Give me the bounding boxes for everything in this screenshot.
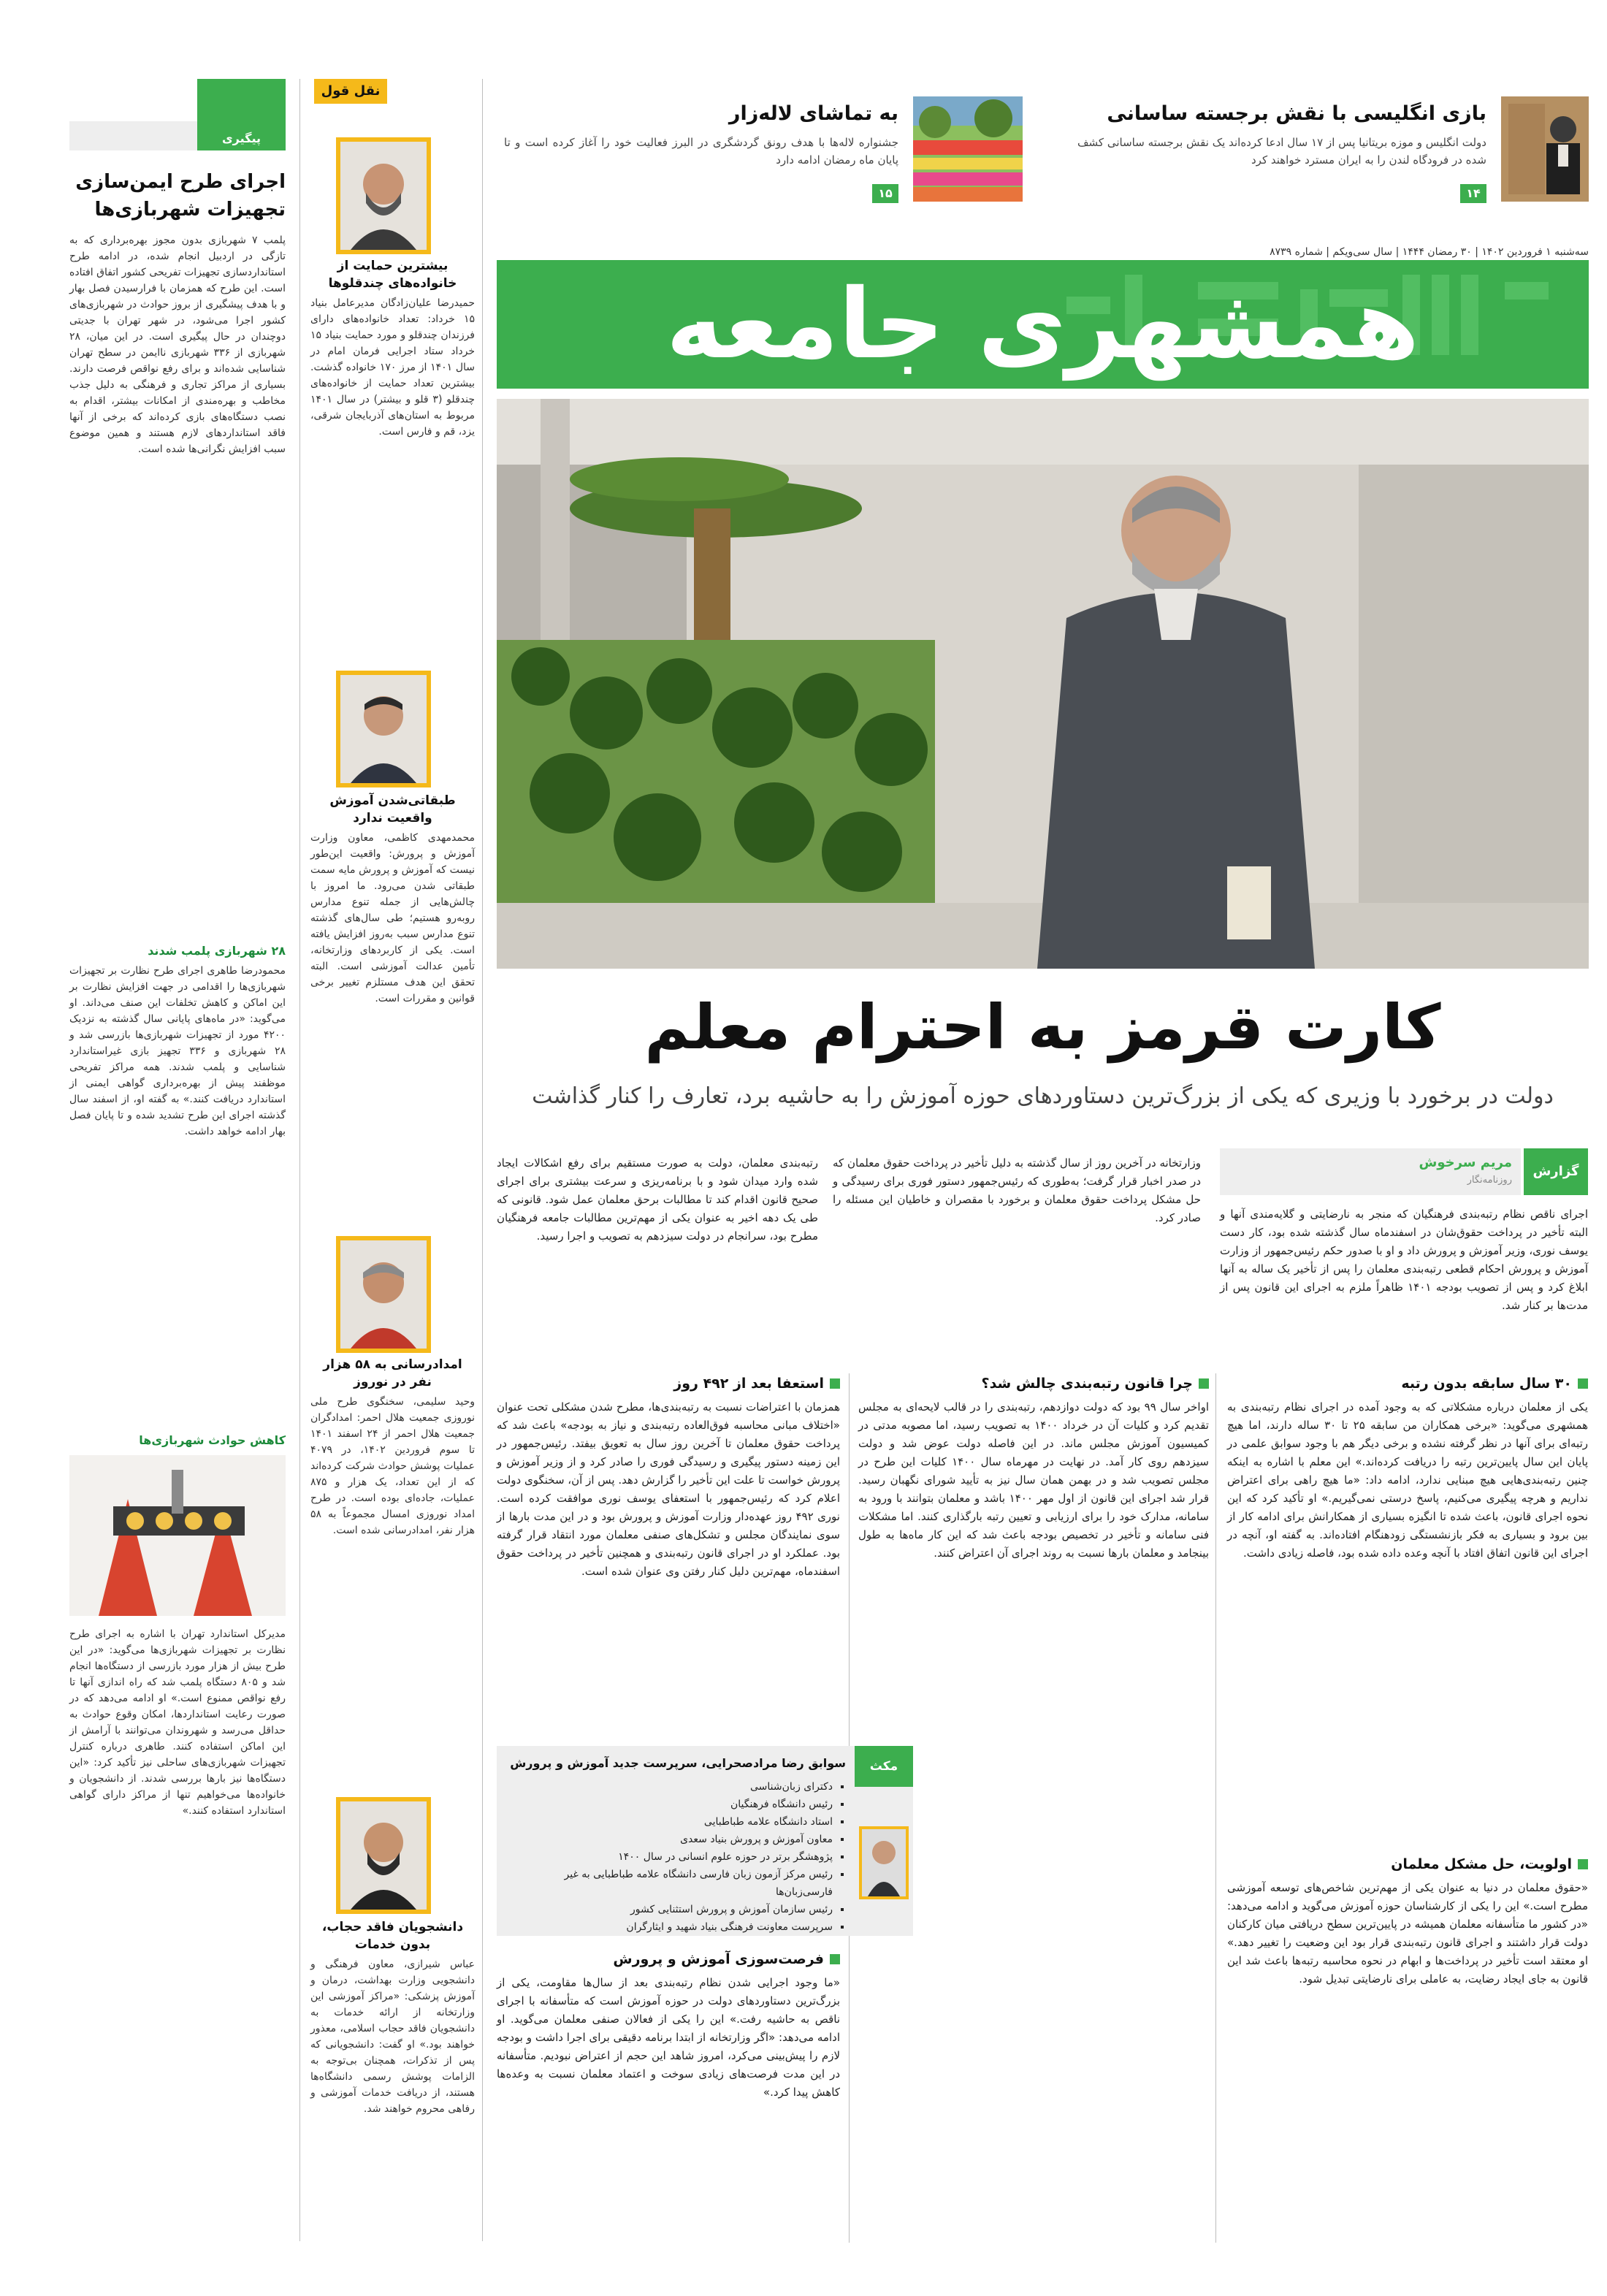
hero-photo [497, 399, 1589, 969]
followup-label: پیگیری [197, 79, 286, 150]
quote-body: حمیدرضا علیان‌زادگان مدیرعامل بنیاد ۱۵ خرداد: تعداد خانواده‌های دارای فرزندان چندقلو و مورد حمایت بنیاد ۱۵ خرداد ستاد اجرایی فرمان امام در سال ۱۴۰۱ از مرز ۱۷۰ خانواده گذشت. بیشترین تعداد حمایت از خانواده‌های چندقلو (۳ قلو و بیشتر) در سال ۱۴۰۱ مربوط به استان‌های آذربایجان شرقی، یزد، قم و فارس است. [307, 297, 475, 438]
followup-body: مدیرکل استاندارد تهران با اشاره به اجرای طرح نظارت بر تجهیزات شهربازی‌ها می‌گوید: «در این طرح بیش از هزار مورد بازرسی از دستگاه‌ها انجام شد و ۸۰۵ دستگاه پلمب شد که راه اندازی آنها تا رفع نواقص ممنوع است.» او ادامه می‌دهد که در صورت رعایت استانداردها، امکان وقوع حوادث به حداقل می‌رسد و شهروندان می‌توانند با آرامش از این اماکن استفاده کنند. طاهری درباره کنترل تجهیزات شهربازی‌های ساحلی نیز تأکید کرد: «این دستگاه‌ها نیز بارها بررسی شدند. از دانشجویان و خانواده‌ها می‌خواهیم تنها از مراکز دارای گواهی استاندارد استفاده کنند.» [66, 1628, 286, 1817]
bio-box [497, 1746, 913, 1936]
teaser-page-number: ۱۴ [1460, 184, 1486, 203]
followup-body: محمودرضا طاهری اجرای طرح نظارت بر تجهیزات شهربازی‌ها را اقدامی در جهت افزایش نظارت بر این اماکن و کاهش تخلفات این صنف می‌داند. او می‌گوید: «در ماه‌های پایانی سال گذشته به نزدیک ۴۲۰۰ مورد از تجهیزات شهربازی‌ها بازرسی شد و ۲۸ شهربازی و ۳۳۶ تجهیز بازی غیراستاندارد شناسایی و پلمب شدند. همه مراکز تفریحی موظفند پیش از بهره‌برداری گواهی ایمنی از استاندارد دریافت کنند.» به گفته او، از اسفند سال گذشته اجرای این طرح تشدید شده و تا پایان فصل بهار ادامه خواهد داشت. [66, 965, 286, 1137]
lead-text-col2: وزارتخانه در آخرین روز از سال گذشته به دلیل تأخیر در پرداخت حقوق معلمان که در صدر اخبار قرار گرفت؛ به‌طوری که رئیس‌جمهور دستور فوری برای رسیدگی و حل مشکل پرداخت حقوق معلمان و برخورد با مقصران و خاطیان این مسئله را صادر کرد. [829, 1156, 1201, 1224]
sidebar-divider [482, 79, 483, 2241]
section-label: گزارش [1524, 1148, 1588, 1195]
main-subheadline: دولت در برخورد با وزیری که یکی از بزرگ‌ترین دستاوردهای حوزه آموزش را به حاشیه برد، تعارف را کنار گذاشت [532, 1083, 1554, 1109]
main-headline: کارت قرمز به احترام معلم [644, 991, 1441, 1063]
quote-title: طبقاتی‌شدن آموزش واقعیت ندارد [329, 793, 456, 825]
quote-portrait [336, 671, 431, 787]
quote-portrait [336, 1236, 431, 1353]
quote-body: محمدمهدی کاظمی، معاون وزارت آموزش و پرورش: واقعیت این‌طور نیست که آموزش و پرورش مایه سمت طبقاتی شدن می‌رود. ما امروز با چالش‌هایی از جمله تنوع مدارس روبه‌رو هستیم؛ طی سال‌های گذشته تنوع مدارس سبب ‌به‌روز افزایش یافته است. یکی از کاربردهای وزارتخانه، تأمین عدالت آموزشی است. البته تحقق این هدف مستلزم تغییر برخی قوانین و مقررات است. [307, 832, 475, 1004]
quote-title: بیشترین حمایت از خانواده‌های چندقلوها [328, 259, 457, 291]
col3-subhead: استعفا بعد از ۴۹۲ روز [497, 1373, 840, 1394]
teaser-item[interactable] [1056, 79, 1589, 213]
teaser-title: به تماشای لاله‌زار [728, 102, 898, 125]
col3-body: همزمان با اعتراضات نسبت به رتبه‌بندی‌ها، مطرح شدن مشکلی تحت عنوان «اختلاف مبانی محاسبه فوق‌العاده رتبه‌بندی و نیاز به بودجه» باعث شد که پرداخت حقوق معلمان تا آخرین روز سال به تعویق بیفتد. رئیس‌جمهور در این زمینه دستور پیگیری و رسیدگی فوری را صادر کرد و از وزیر آموزش و پرورش خواست تا علت این تأخیر را گزارش دهد. پس از آن، سخنگوی دولت اعلام کرد که رئیس‌جمهور با استعفای یوسف نوری موافقت کرده است. نوری ۴۹۲ روز عهده‌دار وزارت آموزش و پرورش بود و در این مدت بارها از سوی نمایندگان مجلس و تشکل‌های صنفی معلمان مورد انتقاد قرار گرفته بود. عملکرد او در اجرای قانون رتبه‌بندی و همچنین تأخیر در پرداخت حقوق اسفندماه، مهم‌ترین دلیل کنار رفتن وی عنوان شده است. [493, 1400, 840, 1578]
bio-box-label: مکث [855, 1746, 913, 1787]
list-item: ▪ سرپرست معاونت فرهنگی بنیاد شهید و ایثارگران [510, 1918, 833, 1936]
lead-text-col3: رتبه‌بندی معلمان، دولت به صورت مستقیم برای رفع اشکالات ایجاد شده وارد میدان شود و با برنامه‌ریزی و سرعت بیشتری برای اجرای صحیح قانون اقدام کند تا مطالبات برحق معلمان عمل شود. قانونی که طی یک دهه اخیر به عنوان یکی از مهم‌ترین مطالبات جامعه فرهنگیان مطرح بود، سرانجام در دولت سیزدهم به تصویب و اجرا رسید. [493, 1156, 819, 1243]
bio-list [510, 1778, 846, 1936]
followup-photo [69, 1455, 286, 1616]
list-item: ▪ رئیس سازمان آموزش و پرورش استثنایی کشور [510, 1901, 833, 1918]
col3-subhead-2: فرصت‌سوزی آموزش و پرورش [497, 1949, 840, 1969]
subhead-marker-icon [1199, 1378, 1209, 1389]
list-item: ▪ رئیس دانشگاه فرهنگیان [510, 1796, 833, 1813]
bio-box-title: سوابق رضا مرادصحرایی، سرپرست جدید آموزش و پرورش [510, 1756, 846, 1770]
subhead-marker-icon [830, 1954, 840, 1964]
hero-photo-illustration [497, 399, 1589, 969]
teaser-image [1501, 96, 1589, 202]
subhead-marker-icon [830, 1378, 840, 1389]
masthead-bar [497, 260, 1589, 389]
bio-portrait [859, 1826, 909, 1899]
teaser-page-number: ۱۵ [872, 184, 898, 203]
quotes-header: نقل قول [314, 79, 387, 104]
author-name: مریم سرخوش [1419, 1155, 1512, 1170]
quote-portrait [336, 137, 431, 254]
list-item: ▪ پژوهشگر برتر در حوزه علوم انسانی در سال ۱۴۰۰ [510, 1848, 833, 1866]
subhead-marker-icon [1578, 1378, 1588, 1389]
teaser-title: بازی انگلیسی با نقش برجسته ساسانی [1107, 102, 1486, 125]
quote-body: عباس شیرازی، معاون فرهنگی و دانشجویی وزارت بهداشت، درمان و آموزش پزشکی: «مراکز آموزشی این وزارتخانه از ارائه خدمات به دانشجویان فاقد حجاب اسلامی، معذور خواهند بود.» او گفت: دانشجویانی که پس از تذکرات، همچنان بی‌توجه به الزامات پوشش رسمی دانشگاه‌ها هستند، از دریافت خدمات آموزشی و رفاهی محروم خواهند شد. [307, 1959, 475, 2115]
teaser-body: جشنواره لاله‌ها با هدف رونق گردشگری در البرز فعالیت خود را آغاز کرده است و تا پایان ماه رمضان ادامه دارد [504, 136, 898, 167]
column-divider [1215, 1373, 1216, 2243]
sidebar-divider [299, 79, 300, 2241]
col1-subhead: ۳۰ سال سابقه بدون رتبه [1227, 1373, 1588, 1394]
quote-title: امدادرسانی به ۵۸ هزار نفر در نوروز [323, 1357, 462, 1389]
quote-body: وحید سلیمی، سخنگوی طرح ملی نوروزی جمعیت هلال احمر: امدادگران جمعیت هلال احمر از ۲۴ اسفند ۱۴۰۱ تا سوم فروردین ۱۴۰۲، در ۴۰۷۹ عملیات پوشش حوادث شرکت کرده‌اند که از این تعداد، یک هزار و ۸۷۵ عملیات، جاده‌ای بوده است. در طرح امداد نوروزی امسال مجموعاً به ۵۸ هزار نفر، امدادرسانی شده است. [307, 1396, 475, 1536]
quote-title: دانشجویان فاقد حجاب، بدون خدمات [321, 1920, 464, 1952]
author-box [1220, 1148, 1521, 1195]
col2-subhead: چرا قانون رتبه‌بندی چالش شد؟ [858, 1373, 1209, 1394]
author-role: روزنامه‌نگار [1467, 1175, 1512, 1186]
col2-body: اواخر سال ۹۹ بود که دولت دوازدهم، رتبه‌بندی را در قالب لایحه‌ای به مجلس تقدیم کرد و کلیات آن در خرداد ۱۴۰۰ به تصویب رسید، اما مصوبه مدتی در کمیسیون آموزش مجلس ماند. در این فاصله دولت عوض شد و دولت سیزدهم روی کار آمد. در نهایت در مهرماه سال ۱۴۰۰ کلیات این طرح در مجلس تصویب شد و در بهمن همان سال نیز به تأیید شورای نگهبان رسید. قرار شد اجرای این قانون از اول مهر ۱۴۰۰ باشد و معلمان بتوانند با ورود به سامانه، مدارک خود را برای ارزیابی و تعیین رتبه بارگذاری کنند. اما مشکلات فنی سامانه و تأخیر در تخصیص بودجه باعث شد که این کار ماه‌ها به طول بینجامد و معلمان بارها نسبت به روند اجرای آن اعتراض کنند. [855, 1400, 1210, 1560]
col1-body-2: «حقوق معلمان در دنیا به عنوان یکی از مهم‌ترین شاخص‌های توسعه آموزشی مطرح است.» این را یکی از کارشناسان حوزه آموزش می‌گوید و ادامه می‌دهد: «در کشور ما متأسفانه معلمان همیشه در پایین‌ترین سطح دریافتی میان کارکنان دولت قرار داشتند و اجرای قانون رتبه‌بندی قرار بود این وضعیت را تغییر دهد.» او معتقد است تأخیر در پرداخت‌ها و ابهام در نحوه محاسبه رتبه‌ها باعث شد این قانون به جای ایجاد رضایت، به عاملی برای نارضایتی تبدیل شود. [1224, 1881, 1589, 1986]
teaser-item[interactable] [497, 79, 1023, 213]
list-item: ▪ معاون آموزش و پرورش بنیاد سعدی [510, 1831, 833, 1848]
teaser-area [497, 79, 1589, 213]
lead-text-col1: اجرای ناقص نظام رتبه‌بندی فرهنگیان که منجر به نارضایتی و گلایه‌مندی آنها و البته تأخیر در پرداخت حقوق‌شان در اسفندماه سال گذشته شده بود، کار دست یوسف نوری، وزیر آموزش و پرورش داد و او با صدور حکم رئیس‌جمهور از وزارت آموزش و پرورش احکام قطعی رتبه‌بندی معلمان را پس از تأخیر یک ساله به آنها ابلاغ کرد و پس از تصویب بودجه ۱۴۰۱ ظاهراً ملزم به اجرای این قانون پس از مدت‌ها بر کنار شد. [1216, 1208, 1589, 1312]
quote-portrait [336, 1797, 431, 1914]
subhead-marker-icon [1578, 1859, 1588, 1869]
col1-subhead-2: اولویت، حل مشکل معلمان [1227, 1854, 1588, 1874]
teaser-body: دولت انگلیس و موزه بریتانیا پس از ۱۷ سال ادعا کرده‌اند یک نقش برجسته ساسانی کشف شده در فرودگاه لندن را به ایران مسترد خواهند کرد [1077, 136, 1486, 167]
list-item: ▪ رئیس مرکز آزمون زبان فارسی دانشگاه علامه طباطبایی به غیر فارسی‌زبان‌ها [510, 1866, 833, 1901]
masthead-logo: همشهری جامعه [665, 268, 1420, 381]
list-item: ▪ استاد دانشگاه علامه طباطبایی [510, 1813, 833, 1831]
followup-headline: اجرای طرح ایمن‌سازی تجهیزات شهربازی‌ها [75, 171, 286, 221]
followup-body: پلمب ۷ شهربازی بدون مجوز بهره‌برداری که به تازگی در اردبیل انجام شده، در ادامه طرح استانداردسازی تجهیزات تفریحی کشور اتفاق افتاده است. این طرح که همزمان با فرارسیدن فصل بهار و با هدف پیشگیری از بروز حوادث در شهربازی‌های کشور اجرا می‌شود، در شهر تهران با جدیتی دوچندان در حال پیگیری است. در این میان، ۲۸ شهربازی از ۳۳۶ شهربازی ناایمن در سطح تهران شناسایی شده‌اند و برای رفع نواقص فرصت دارند. بسیاری از مراکز تجاری و فرهنگی به دلیل جذب مخاطب و بهره‌مندی از امکانات بیشتر، اقدام به نصب دستگاه‌های بازی کرده‌اند که برخی از آنها فاقد استانداردهای لازم هستند و همین موضوع سبب افزایش نگرانی‌ها شده است. [66, 234, 286, 455]
list-item: ▪ دکترای زبان‌شناسی [510, 1778, 833, 1796]
col1-body: یکی از معلمان درباره مشکلاتی که به وجود آمده در اجرای نظام رتبه‌بندی به همشهری می‌گوید: «برخی همکاران من سابقه ۲۵ تا ۳۰ ساله دارند، اما هیچ رتبه‌ای برای آنها در نظر گرفته نشده و برخی دیگر هم با وجود سوابق علمی در پایان این سال پایین‌ترین رتبه را دریافت کرده‌اند.» این معلم با اشاره به اینکه چنین رتبه‌بندی‌هایی هیچ مبنایی ندارد، ادامه داد: «ما هیچ راهی برای اعتراض نداریم و هرچه پیگیری می‌کنیم، پاسخ درستی نمی‌گیریم.» او تأکید کرد که این نحوه اجرای قانون، باعث شده تا انگیزه بسیاری از همکارانش برای ادامه کار از بین برود و بسیاری به فکر بازنشستگی زودهنگام افتاده‌اند. به گفته او، آنچه در اجرای این قانون اتفاق افتاد با آنچه وعده داده شده بود، فاصله زیادی داشت. [1224, 1400, 1589, 1560]
col3-body-2: «ما وجود اجرایی شدن نظام رتبه‌بندی بعد از سال‌ها مقاومت، یکی از بزرگ‌ترین دستاوردهای دولت در حوزه آموزش است که متأسفانه با اجرای ناقص به حاشیه رفت.» این را یکی از فعالان صنفی معلمان می‌گوید. او ادامه می‌دهد: «اگر وزارتخانه از ابتدا برنامه دقیقی برای اجرا داشت و بودجه لازم را پیش‌بینی می‌کرد، امروز شاهد این حجم از اعتراض نبودیم. متأسفانه در این مدت فرصت‌های زیادی سوخت و اعتماد معلمان نسبت به وعده‌ها کاهش پیدا کرد.» [493, 1976, 841, 2099]
teaser-image [913, 96, 1023, 202]
masthead-dateline: سه‌شنبه ۱ فروردین ۱۴۰۲ | ۳۰ رمضان ۱۴۴۴ | سال سی‌ویکم | شماره ۸۷۳۹ [1270, 246, 1589, 258]
followup-subhead: ۲۸ شهربازی پلمب شدند [148, 944, 286, 958]
followup-subhead: کاهش حوادث شهربازی‌ها [139, 1433, 286, 1447]
